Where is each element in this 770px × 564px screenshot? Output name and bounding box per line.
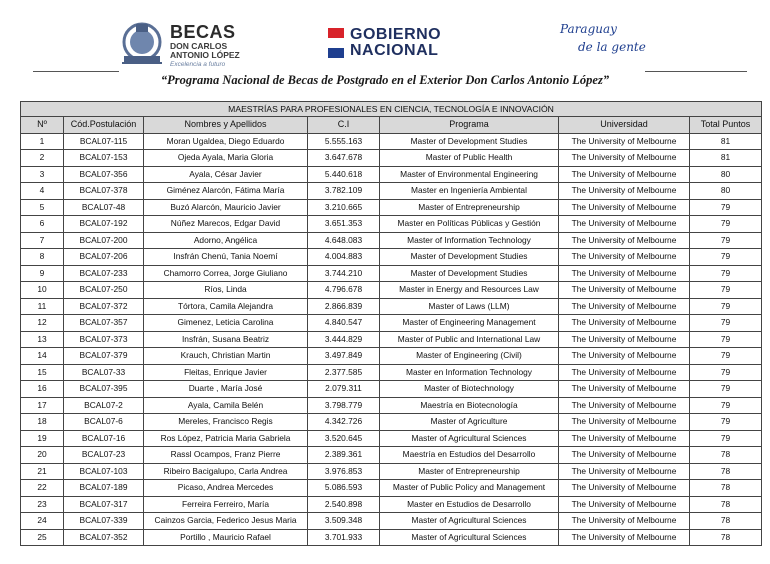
table-row: [21, 282, 762, 299]
row-number: 7: [21, 232, 64, 249]
paraguay-logo: [560, 20, 650, 64]
header-divider-left: [33, 71, 119, 72]
program-name: Master of Public and International Law: [380, 331, 559, 348]
applicant-name: Picaso, Andrea Mercedes: [144, 480, 308, 497]
application-code: BCAL07-115: [64, 133, 144, 150]
program-name: Master of Information Technology: [380, 232, 559, 249]
column-header: Programa: [380, 117, 559, 134]
application-code: BCAL07-379: [64, 348, 144, 365]
program-name: Master of Agriculture: [380, 414, 559, 431]
row-number: 2: [21, 150, 64, 167]
row-number: 1: [21, 133, 64, 150]
application-code: BCAL07-23: [64, 447, 144, 464]
application-code: BCAL07-189: [64, 480, 144, 497]
applicant-name: Moran Ugaldea, Diego Eduardo: [144, 133, 308, 150]
application-code: BCAL07-6: [64, 414, 144, 431]
header-divider-right: [645, 71, 747, 72]
total-points: 79: [690, 397, 762, 414]
applicant-name: Rassl Ocampos, Franz Pierre: [144, 447, 308, 464]
university-name: The University of Melbourne: [559, 364, 690, 381]
application-code: BCAL07-395: [64, 381, 144, 398]
id-number: 3.520.645: [308, 430, 380, 447]
becas-logo: [120, 20, 260, 70]
applicant-name: Tórtora, Camila Alejandra: [144, 298, 308, 315]
id-number: 2.079.311: [308, 381, 380, 398]
applicant-name: Ríos, Linda: [144, 282, 308, 299]
university-name: The University of Melbourne: [559, 199, 690, 216]
row-number: 19: [21, 430, 64, 447]
id-number: 3.782.109: [308, 183, 380, 200]
university-name: The University of Melbourne: [559, 216, 690, 233]
row-number: 8: [21, 249, 64, 266]
row-number: 4: [21, 183, 64, 200]
application-code: BCAL07-233: [64, 265, 144, 282]
university-name: The University of Melbourne: [559, 397, 690, 414]
gobierno-nacional-logo: [328, 26, 458, 60]
university-name: The University of Melbourne: [559, 348, 690, 365]
row-number: 13: [21, 331, 64, 348]
id-number: 3.701.933: [308, 529, 380, 546]
applicant-name: Giménez Alarcón, Fátima María: [144, 183, 308, 200]
program-name: Master of Agricultural Sciences: [380, 430, 559, 447]
applicant-name: Ojeda Ayala, Maria Gloria: [144, 150, 308, 167]
row-number: 23: [21, 496, 64, 513]
university-name: The University of Melbourne: [559, 381, 690, 398]
table-row: [21, 183, 762, 200]
application-code: BCAL07-378: [64, 183, 144, 200]
paraguay-logo-line1: Paraguay: [560, 22, 617, 36]
id-number: 5.086.593: [308, 480, 380, 497]
program-name: Master en Information Technology: [380, 364, 559, 381]
scholarship-table: [20, 101, 762, 546]
applicant-name: Chamorro Correa, Jorge Giuliano: [144, 265, 308, 282]
university-name: The University of Melbourne: [559, 414, 690, 431]
id-number: 3.651.353: [308, 216, 380, 233]
application-code: BCAL07-372: [64, 298, 144, 315]
table-row: [21, 397, 762, 414]
applicant-name: Fleitas, Enrique Javier: [144, 364, 308, 381]
table-row: [21, 265, 762, 282]
becas-logo-line1: DON CARLOS: [170, 41, 228, 51]
table-row: [21, 513, 762, 530]
table-row: [21, 496, 762, 513]
program-name: Master of Development Studies: [380, 265, 559, 282]
column-header: Universidad: [559, 117, 690, 134]
row-number: 12: [21, 315, 64, 332]
total-points: 79: [690, 381, 762, 398]
table-row: [21, 430, 762, 447]
university-name: The University of Melbourne: [559, 150, 690, 167]
table-row: [21, 216, 762, 233]
total-points: 81: [690, 150, 762, 167]
application-code: BCAL07-250: [64, 282, 144, 299]
applicant-name: Duarte , María José: [144, 381, 308, 398]
applicant-name: Krauch, Christian Martin: [144, 348, 308, 365]
total-points: 79: [690, 199, 762, 216]
applicant-name: Núñez Marecos, Edgar David: [144, 216, 308, 233]
id-number: 3.647.678: [308, 150, 380, 167]
table-row: [21, 298, 762, 315]
applicant-name: Cainzos Garcia, Federico Jesus Maria: [144, 513, 308, 530]
university-name: The University of Melbourne: [559, 529, 690, 546]
application-code: BCAL07-206: [64, 249, 144, 266]
becas-logo-tagline: Excelencia a futuro: [170, 61, 226, 68]
program-name: Master en Políticas Públicas y Gestión: [380, 216, 559, 233]
id-number: 2.866.839: [308, 298, 380, 315]
program-name: Master of Environmental Engineering: [380, 166, 559, 183]
total-points: 79: [690, 216, 762, 233]
program-name: Master of Entrepreneurship: [380, 199, 559, 216]
column-header: Nº: [21, 117, 64, 134]
total-points: 79: [690, 298, 762, 315]
row-number: 5: [21, 199, 64, 216]
column-header: Total Puntos: [690, 117, 762, 134]
applicant-name: Ribeiro Bacigalupo, Carla Andrea: [144, 463, 308, 480]
table-row: [21, 463, 762, 480]
program-name: Master of Laws (LLM): [380, 298, 559, 315]
total-points: 78: [690, 529, 762, 546]
row-number: 3: [21, 166, 64, 183]
total-points: 81: [690, 133, 762, 150]
application-code: BCAL07-339: [64, 513, 144, 530]
id-number: 4.342.726: [308, 414, 380, 431]
table-row: [21, 381, 762, 398]
university-name: The University of Melbourne: [559, 265, 690, 282]
table-row: [21, 480, 762, 497]
program-title: “Programa Nacional de Becas de Postgrado en el Exterior Don Carlos Antonio López”: [160, 73, 610, 87]
applicant-name: Insfrán, Susana Beatriz: [144, 331, 308, 348]
row-number: 20: [21, 447, 64, 464]
application-code: BCAL07-33: [64, 364, 144, 381]
applicant-name: Insfrán Chenú, Tania Noemí: [144, 249, 308, 266]
total-points: 78: [690, 447, 762, 464]
id-number: 2.377.585: [308, 364, 380, 381]
program-name: Master of Development Studies: [380, 249, 559, 266]
program-name: Master of Public Policy and Management: [380, 480, 559, 497]
table-row: [21, 249, 762, 266]
table-row: [21, 364, 762, 381]
program-name: Master of Development Studies: [380, 133, 559, 150]
id-number: 2.389.361: [308, 447, 380, 464]
id-number: 3.444.829: [308, 331, 380, 348]
applicant-name: Buzó Alarcón, Mauricio Javier: [144, 199, 308, 216]
application-code: BCAL07-357: [64, 315, 144, 332]
id-number: 3.497.849: [308, 348, 380, 365]
flag-icon: [328, 28, 344, 58]
program-name: Maestría en Estudios del Desarrollo: [380, 447, 559, 464]
applicant-name: Mereles, Francisco Regis: [144, 414, 308, 431]
total-points: 79: [690, 265, 762, 282]
university-name: The University of Melbourne: [559, 315, 690, 332]
gobierno-logo-line1: GOBIERNO: [350, 26, 442, 43]
university-name: The University of Melbourne: [559, 513, 690, 530]
id-number: 2.540.898: [308, 496, 380, 513]
id-number: 4.796.678: [308, 282, 380, 299]
column-header: Cód.Postulación: [64, 117, 144, 134]
id-number: 4.648.083: [308, 232, 380, 249]
university-name: The University of Melbourne: [559, 430, 690, 447]
table-row: [21, 447, 762, 464]
program-name: Master in Energy and Resources Law: [380, 282, 559, 299]
university-name: The University of Melbourne: [559, 282, 690, 299]
table-banner: MAESTRÍAS PARA PROFESIONALES EN CIENCIA, TECNOLOGÍA E INNOVACIÓN: [21, 102, 762, 117]
total-points: 78: [690, 480, 762, 497]
university-name: The University of Melbourne: [559, 480, 690, 497]
university-name: The University of Melbourne: [559, 249, 690, 266]
application-code: BCAL07-356: [64, 166, 144, 183]
table-row: [21, 232, 762, 249]
application-code: BCAL07-48: [64, 199, 144, 216]
id-number: 3.744.210: [308, 265, 380, 282]
gobierno-logo-line2: NACIONAL: [350, 42, 439, 59]
university-name: The University of Melbourne: [559, 166, 690, 183]
row-number: 10: [21, 282, 64, 299]
row-number: 17: [21, 397, 64, 414]
application-code: BCAL07-2: [64, 397, 144, 414]
total-points: 78: [690, 513, 762, 530]
applicant-name: Portillo , Mauricio Rafael: [144, 529, 308, 546]
university-name: The University of Melbourne: [559, 331, 690, 348]
program-name: Maestría en Biotecnología: [380, 397, 559, 414]
row-number: 16: [21, 381, 64, 398]
university-name: The University of Melbourne: [559, 496, 690, 513]
university-name: The University of Melbourne: [559, 232, 690, 249]
total-points: 79: [690, 364, 762, 381]
table-row: [21, 331, 762, 348]
row-number: 25: [21, 529, 64, 546]
university-name: The University of Melbourne: [559, 447, 690, 464]
program-name: Master of Agricultural Sciences: [380, 529, 559, 546]
program-name: Master of Agricultural Sciences: [380, 513, 559, 530]
total-points: 79: [690, 414, 762, 431]
row-number: 9: [21, 265, 64, 282]
table-row: [21, 315, 762, 332]
locomotive-icon: [120, 20, 164, 66]
program-name: Master of Entrepreneurship: [380, 463, 559, 480]
table-row: [21, 414, 762, 431]
university-name: The University of Melbourne: [559, 463, 690, 480]
id-number: 3.509.348: [308, 513, 380, 530]
total-points: 79: [690, 232, 762, 249]
table-row: [21, 529, 762, 546]
document-header: [0, 0, 770, 100]
id-number: 5.555.163: [308, 133, 380, 150]
total-points: 79: [690, 331, 762, 348]
university-name: The University of Melbourne: [559, 298, 690, 315]
table-header-row: [21, 117, 762, 134]
applicant-name: Adorno, Angélica: [144, 232, 308, 249]
university-name: The University of Melbourne: [559, 133, 690, 150]
row-number: 14: [21, 348, 64, 365]
total-points: 79: [690, 315, 762, 332]
total-points: 78: [690, 496, 762, 513]
program-name: Master en Ingeniería Ambiental: [380, 183, 559, 200]
row-number: 15: [21, 364, 64, 381]
becas-logo-line2: ANTONIO LÓPEZ: [170, 50, 240, 60]
total-points: 79: [690, 430, 762, 447]
table-row: [21, 348, 762, 365]
applicant-name: Ros López, Patricia Maria Gabriela: [144, 430, 308, 447]
row-number: 6: [21, 216, 64, 233]
table-row: [21, 133, 762, 150]
application-code: BCAL07-373: [64, 331, 144, 348]
row-number: 18: [21, 414, 64, 431]
program-name: Master of Public Health: [380, 150, 559, 167]
table-body: [21, 133, 762, 546]
table-row: [21, 166, 762, 183]
application-code: BCAL07-352: [64, 529, 144, 546]
total-points: 79: [690, 348, 762, 365]
applicant-name: Ayala, César Javier: [144, 166, 308, 183]
program-name: Master of Biotechnology: [380, 381, 559, 398]
applicant-name: Ayala, Camila Belén: [144, 397, 308, 414]
application-code: BCAL07-192: [64, 216, 144, 233]
row-number: 24: [21, 513, 64, 530]
id-number: 3.210.665: [308, 199, 380, 216]
id-number: 3.798.779: [308, 397, 380, 414]
table-row: [21, 199, 762, 216]
column-header: C.I: [308, 117, 380, 134]
application-code: BCAL07-153: [64, 150, 144, 167]
application-code: BCAL07-200: [64, 232, 144, 249]
table-row: [21, 150, 762, 167]
total-points: 80: [690, 183, 762, 200]
row-number: 22: [21, 480, 64, 497]
id-number: 4.840.547: [308, 315, 380, 332]
application-code: BCAL07-317: [64, 496, 144, 513]
total-points: 78: [690, 463, 762, 480]
id-number: 5.440.618: [308, 166, 380, 183]
column-header: Nombres y Apellidos: [144, 117, 308, 134]
row-number: 21: [21, 463, 64, 480]
university-name: The University of Melbourne: [559, 183, 690, 200]
id-number: 4.004.883: [308, 249, 380, 266]
becas-logo-title: BECAS: [170, 22, 236, 42]
total-points: 79: [690, 249, 762, 266]
id-number: 3.976.853: [308, 463, 380, 480]
program-name: Master of Engineering Management: [380, 315, 559, 332]
application-code: BCAL07-16: [64, 430, 144, 447]
applicant-name: Ferreira Ferreiro, María: [144, 496, 308, 513]
applicant-name: Gimenez, Leticia Carolina: [144, 315, 308, 332]
program-name: Master en Estudios de Desarrollo: [380, 496, 559, 513]
application-code: BCAL07-103: [64, 463, 144, 480]
paraguay-logo-line2: de la gente: [578, 40, 646, 54]
row-number: 11: [21, 298, 64, 315]
total-points: 80: [690, 166, 762, 183]
total-points: 79: [690, 282, 762, 299]
program-name: Master of Engineering (Civil): [380, 348, 559, 365]
